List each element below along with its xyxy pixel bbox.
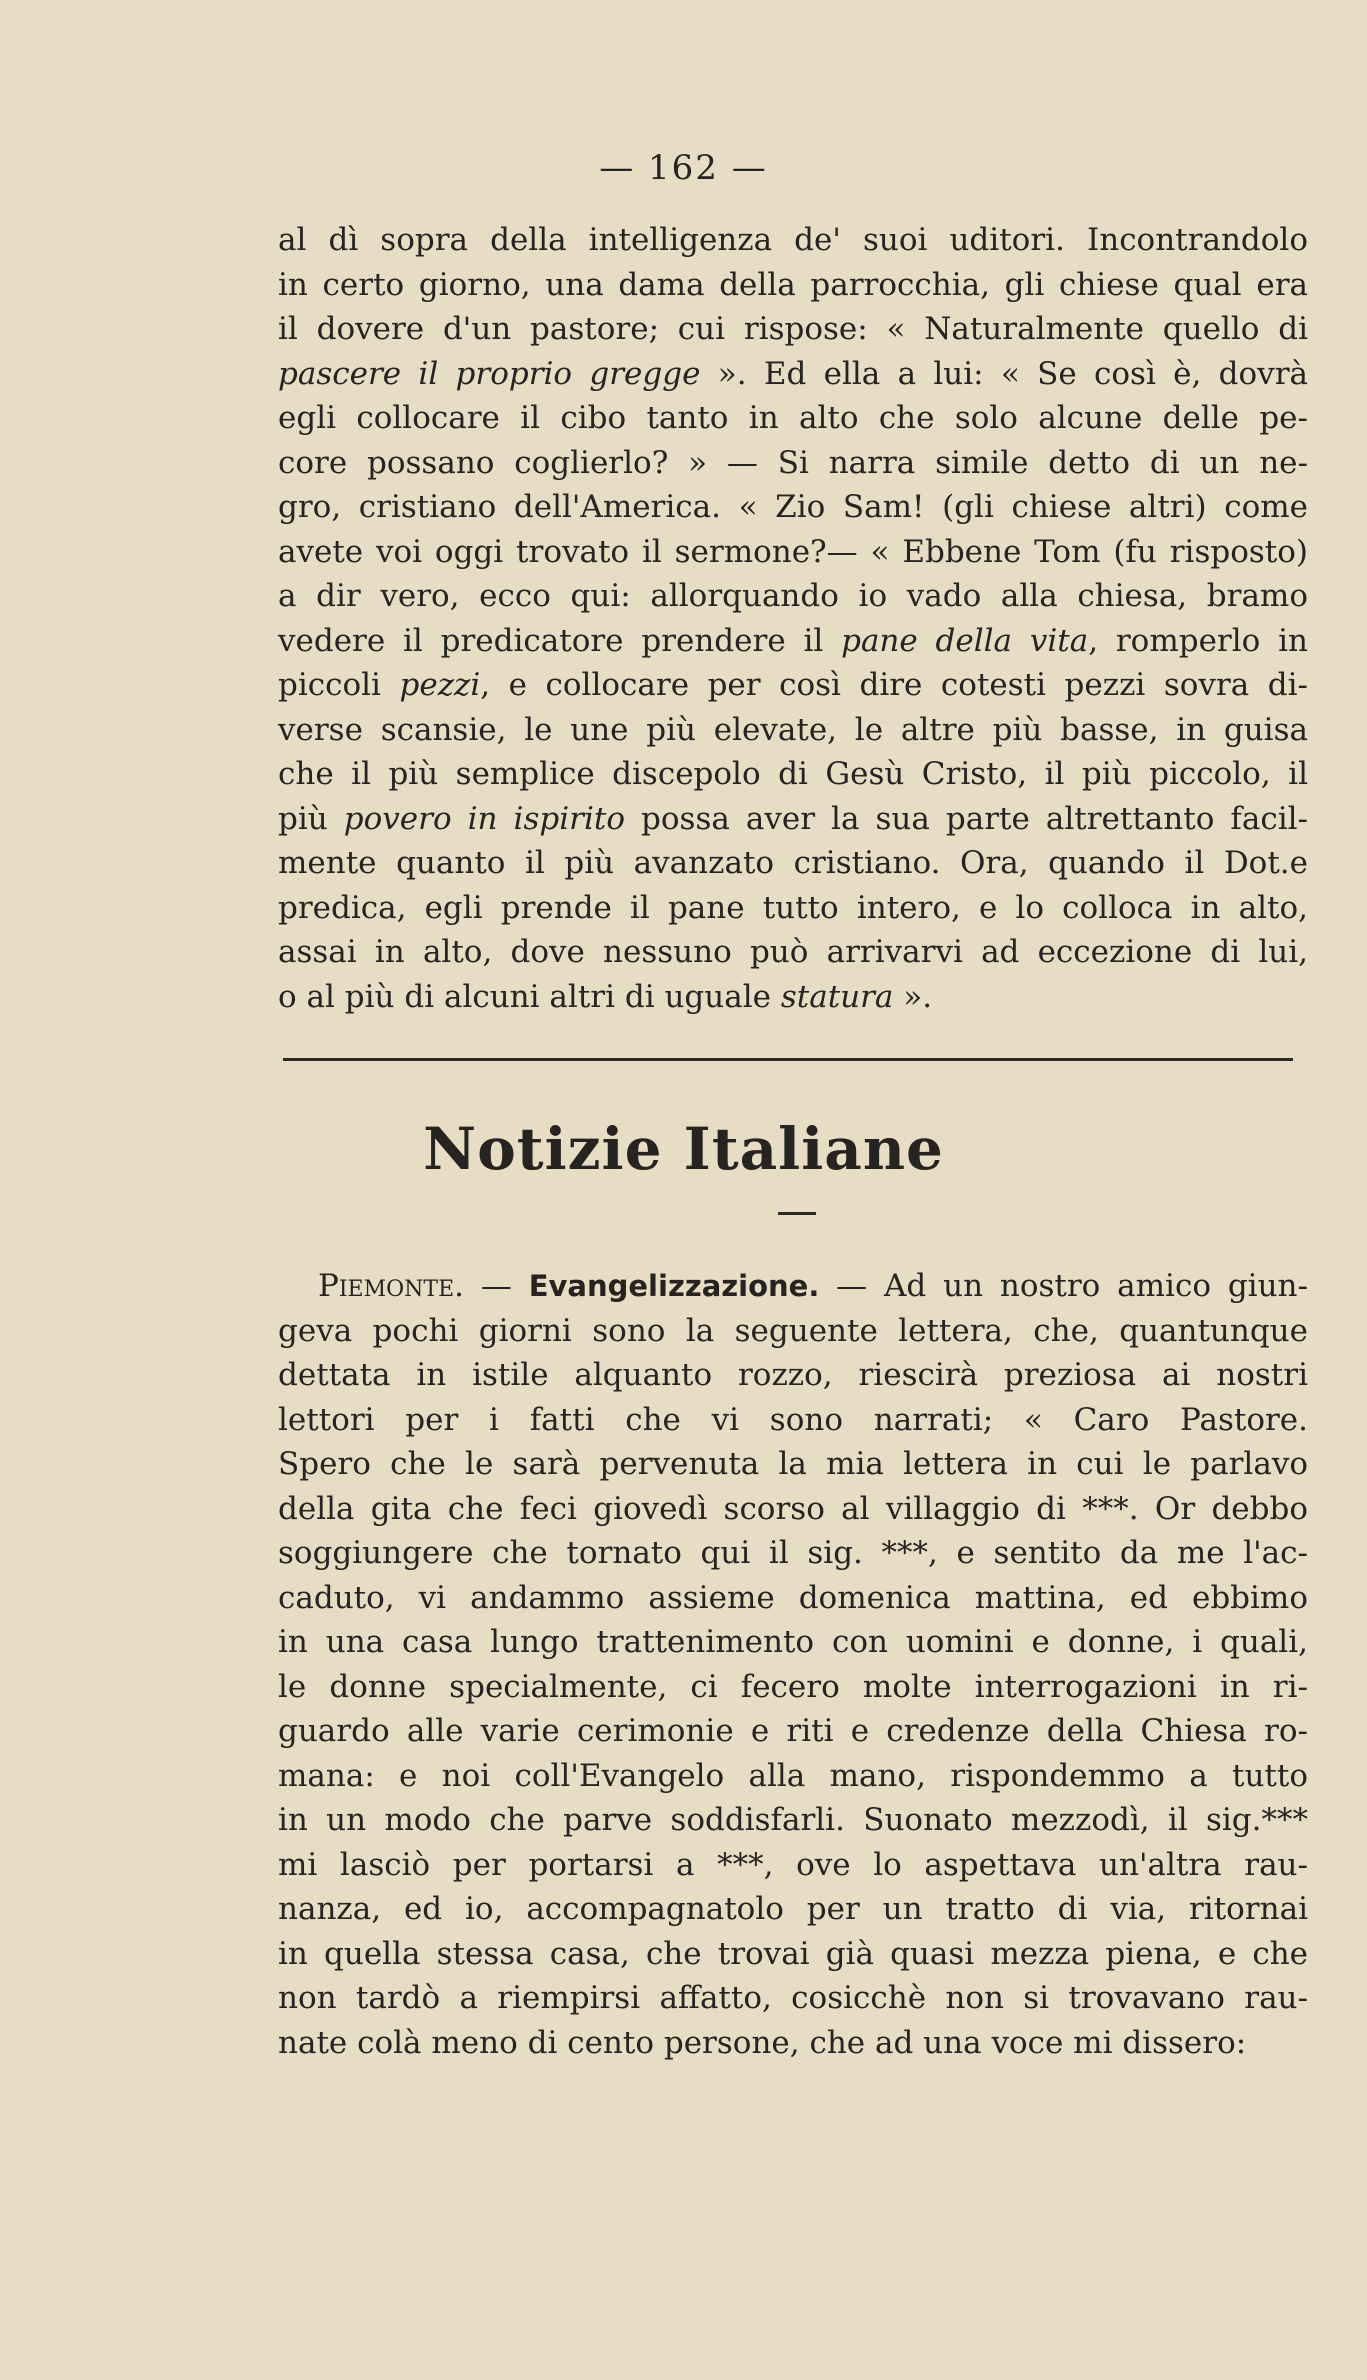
text-segment: o al più di alcuni altri di uguale bbox=[278, 978, 781, 1015]
paragraph-2-first-line bbox=[278, 1264, 1308, 1309]
text-line: in certo giorno, una dama della parrocchia, gli chiese qual era bbox=[278, 266, 1308, 303]
italic-phrase: pezzi bbox=[399, 667, 481, 703]
title-underline bbox=[778, 1212, 816, 1215]
paragraph-1 bbox=[278, 218, 1308, 1019]
text-line: non tardò a riempirsi affatto, cosicchè non si trovavano rau- bbox=[278, 1980, 1308, 2016]
text-line: guardo alle varie cerimonie e riti e credenze della Chiesa ro- bbox=[278, 1713, 1308, 1749]
italic-phrase: pane della vita bbox=[841, 622, 1089, 659]
text-line: che il più semplice discepolo di Gesù Cristo, il più piccolo, il bbox=[278, 756, 1308, 792]
text-line: della gita che feci giovedì scorso al villaggio di ***. Or debbo bbox=[278, 1490, 1308, 1527]
text-line bbox=[278, 975, 1308, 1020]
run-in-heading: Evangelizzazione. bbox=[528, 1269, 820, 1303]
text-line: avete voi oggi trovato il sermone?— « Ebbene Tom (fu risposto) bbox=[278, 533, 1308, 570]
text-line: soggiungere che tornato qui il sig. ***, e sentito da me l'ac- bbox=[278, 1535, 1308, 1571]
text-line: in quella stessa casa, che trovai già quasi mezza piena, e che bbox=[278, 1935, 1308, 1972]
text-segment: ». bbox=[893, 978, 933, 1015]
text-line: in un modo che parve soddisfarli. Suonato mezzodì, il sig.*** bbox=[278, 1802, 1308, 1838]
text-line: mente quanto il più avanzato cristiano. Ora, quando il Dot.e bbox=[278, 845, 1308, 881]
text-line: il dovere d'un pastore; cui rispose: « Naturalmente quello di bbox=[278, 311, 1308, 347]
text-line: nate colà meno di cento persone, che ad una voce mi dissero: bbox=[278, 2024, 1247, 2061]
text-line: verse scansie, le une più elevate, le altre più basse, in guisa bbox=[278, 711, 1308, 748]
text-line: predica, egli prende il pane tutto intero, e lo colloca in alto, bbox=[278, 889, 1308, 926]
text-line: a dir vero, ecco qui: allorquando io vado alla chiesa, bramo bbox=[278, 578, 1308, 614]
text-line: dettata in istile alquanto rozzo, riescirà preziosa ai nostri bbox=[278, 1357, 1308, 1393]
dash: — bbox=[464, 1268, 529, 1304]
text-line: lettori per i fatti che vi sono narrati; « Caro Pastore. bbox=[278, 1401, 1308, 1438]
text-line: mi lasciò per portarsi a ***, ove lo aspettava un'altra rau- bbox=[278, 1846, 1308, 1883]
italic-phrase: statura bbox=[780, 978, 894, 1015]
text-line: geva pochi giorni sono la seguente lettera, che, quantunque bbox=[278, 1312, 1308, 1349]
text-segment: possa aver la sua parte altrettanto facil- bbox=[625, 800, 1309, 837]
section-divider bbox=[283, 1058, 1293, 1061]
text-segment: vedere il predicatore prendere il bbox=[278, 622, 842, 659]
text-line bbox=[278, 797, 1308, 842]
text-line bbox=[278, 352, 1308, 397]
region-name: Piemonte. bbox=[318, 1268, 465, 1304]
section-title: Notizie Italiane bbox=[423, 1115, 944, 1183]
text-line: nanza, ed io, accompagnatolo per un tratto di via, ritornai bbox=[278, 1891, 1308, 1927]
italic-phrase: povero in ispirito bbox=[343, 800, 625, 837]
text-line: al dì sopra della intelligenza de' suoi uditori. Incontrandolo bbox=[278, 222, 1308, 258]
text-line: egli collocare il cibo tanto in alto che solo alcune delle pe- bbox=[278, 400, 1308, 436]
text-line bbox=[278, 663, 1308, 708]
italic-phrase: pascere il proprio gregge bbox=[278, 355, 701, 392]
text-line: gro, cristiano dell'America. « Zio Sam! (gli chiese altri) come bbox=[278, 489, 1308, 525]
text-line: assai in alto, dove nessuno può arrivarvi ad eccezione di lui, bbox=[278, 934, 1308, 970]
text-line: core possano coglierlo? » — Si narra simile detto di un ne- bbox=[278, 444, 1308, 481]
text-line bbox=[278, 619, 1308, 664]
dash: — bbox=[819, 1268, 885, 1304]
paragraph-2 bbox=[278, 1264, 1308, 2065]
text-segment: , e collocare per così dire cotesti pezzi sovra di- bbox=[480, 667, 1308, 703]
text-segment: piccoli bbox=[278, 667, 400, 703]
text-segment: ». Ed ella a lui: « Se così è, dovrà bbox=[700, 355, 1308, 392]
first-line-text: Ad un nostro amico giun- bbox=[884, 1268, 1308, 1304]
text-line: in una casa lungo trattenimento con uomini e donne, i quali, bbox=[278, 1624, 1308, 1660]
page-number: — 162 — bbox=[599, 148, 768, 188]
text-segment: più bbox=[278, 800, 344, 837]
text-line: mana: e noi coll'Evangelo alla mano, rispondemmo a tutto bbox=[278, 1757, 1308, 1794]
text-line: Spero che le sarà pervenuta la mia lettera in cui le parlavo bbox=[278, 1446, 1308, 1482]
text-line: caduto, vi andammo assieme domenica mattina, ed ebbimo bbox=[278, 1579, 1308, 1616]
text-segment: , romperlo in bbox=[1088, 622, 1308, 659]
text-line: le donne specialmente, ci fecero molte interrogazioni in ri- bbox=[278, 1668, 1308, 1705]
